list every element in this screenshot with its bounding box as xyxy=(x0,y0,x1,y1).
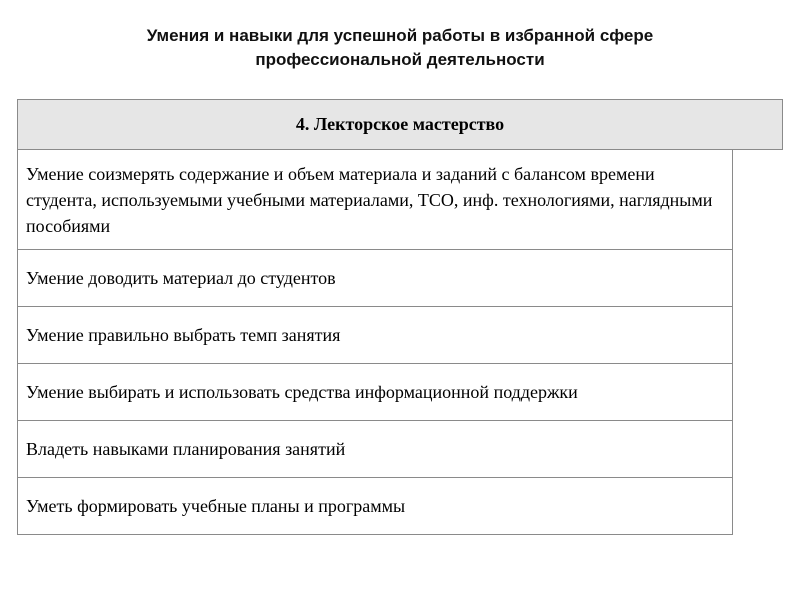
table-row: Владеть навыками планирования занятий xyxy=(18,420,732,477)
table-row: Умение доводить материал до студентов xyxy=(18,249,732,306)
table-row: Уметь формировать учебные планы и программы xyxy=(18,477,732,534)
table-row: Умение соизмерять содержание и объем материала и заданий с балансом времени студента, используемыми учебными материалами, ТСО, инф. технологиями, наглядными пособиями xyxy=(26,164,713,236)
page-title-line-2: профессиональной деятельности xyxy=(255,50,545,69)
skills-table xyxy=(17,99,785,535)
page-title xyxy=(60,24,740,72)
table-header: 4. Лекторское мастерство xyxy=(17,99,783,150)
table-row: Умение правильно выбрать темп занятия xyxy=(18,306,732,363)
table-row: Умение выбирать и использовать средства информационной поддержки xyxy=(18,363,732,420)
table-body xyxy=(17,150,733,535)
page-title-line-1: Умения и навыки для успешной работы в избранной сфере xyxy=(146,26,654,45)
